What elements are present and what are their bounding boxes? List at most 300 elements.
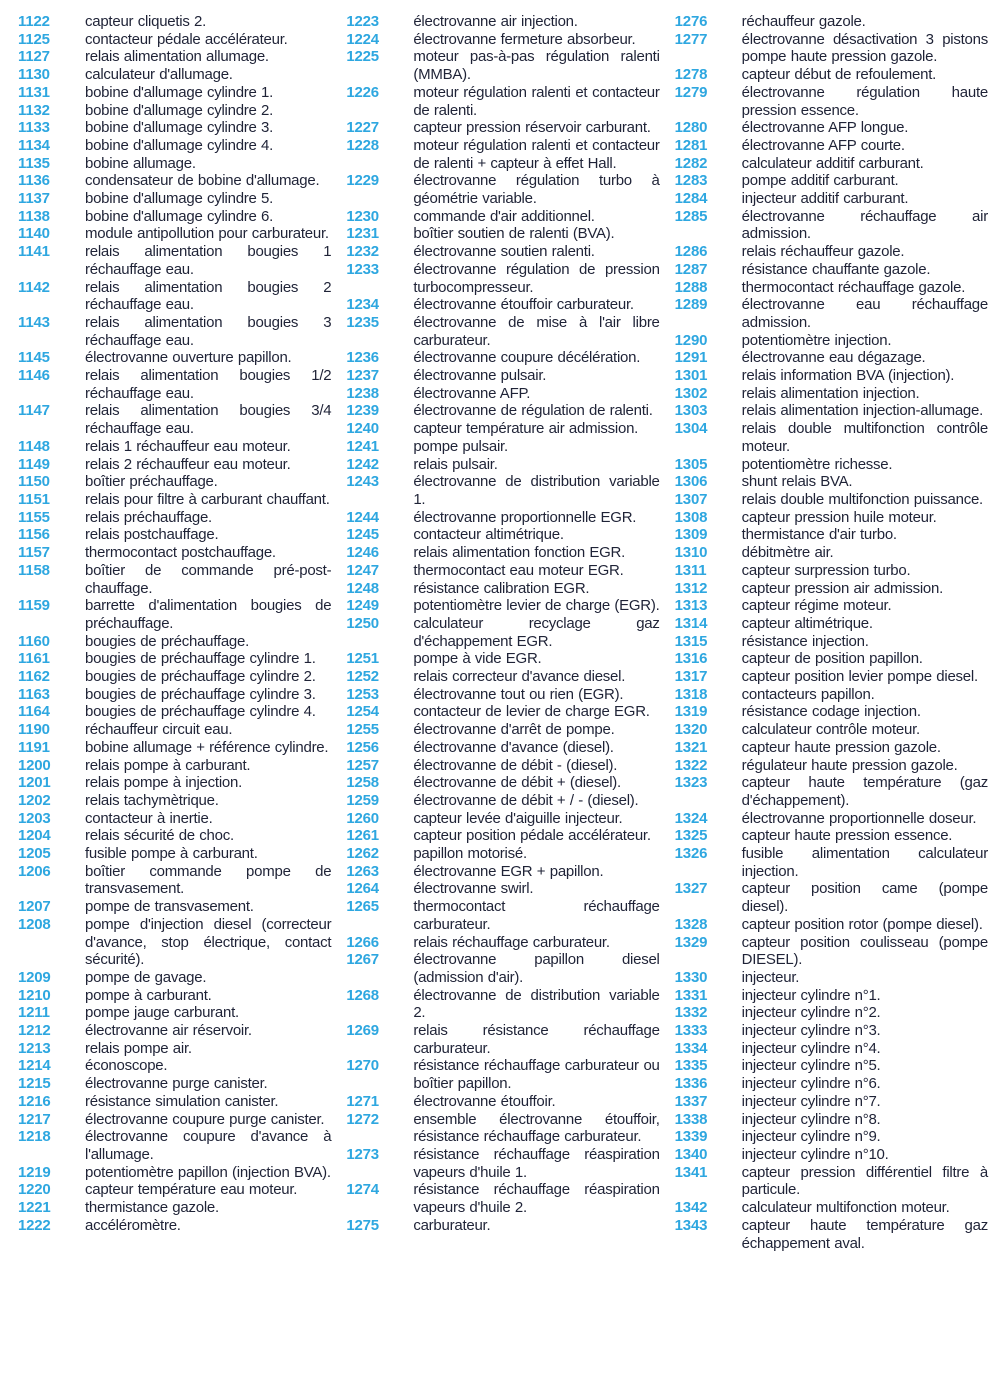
list-item [18, 703, 331, 721]
item-code: 1328 [674, 915, 708, 933]
list-item [675, 1040, 988, 1058]
item-code: 1135 [18, 154, 50, 172]
list-item [675, 84, 988, 119]
list-item [18, 544, 331, 562]
item-description: barrette d'alimentation bougies de préchauffage. [85, 597, 332, 632]
item-description: électrovanne tout ou rien (EGR). [413, 685, 624, 703]
item-code: 1303 [674, 402, 708, 420]
list-item [18, 1128, 331, 1163]
list-item [18, 827, 331, 845]
item-description: résistance chauffante gazole. [741, 260, 931, 278]
list-item [346, 509, 659, 527]
item-description: électrovanne AFP. [413, 384, 531, 402]
item-code: 1222 [18, 1216, 51, 1234]
list-item [675, 686, 988, 704]
item-code: 1331 [674, 986, 708, 1004]
item-description: capteur position came (pompe diesel). [741, 880, 988, 916]
list-item [18, 509, 331, 527]
item-description: relais alimentation bougies 3/4 réchauffage eau. [85, 402, 332, 438]
item-code: 1339 [674, 1128, 708, 1146]
item-description: bobine allumage. [85, 154, 196, 172]
list-item [675, 137, 988, 155]
list-item [346, 438, 659, 456]
item-description: accéléromètre. [85, 1216, 181, 1234]
list-item [675, 1128, 988, 1146]
list-item [18, 633, 331, 651]
item-code: 1239 [346, 402, 379, 420]
item-description: injecteur cylindre n°6. [741, 1075, 881, 1093]
item-description: relais alimentation bougies 3 réchauffage eau. [85, 313, 332, 349]
item-code: 1223 [346, 13, 379, 30]
item-code: 1215 [18, 1075, 51, 1093]
list-item [675, 597, 988, 615]
item-code: 1281 [674, 136, 708, 154]
list-item [346, 367, 659, 385]
item-description: relais réchauffeur gazole. [741, 243, 905, 261]
list-item [18, 190, 331, 208]
item-description: potentiomètre papillon (injection BVA). [85, 1163, 331, 1181]
item-description: électrovanne régulation turbo à géométrie variable. [413, 172, 660, 208]
list-item [675, 13, 988, 31]
item-code: 1164 [18, 703, 50, 721]
item-code: 1337 [674, 1092, 708, 1110]
item-code: 1243 [346, 473, 379, 491]
item-description: calculateur recyclage gaz d'échappement EGR. [413, 614, 660, 650]
list-item [18, 987, 331, 1005]
list-item [18, 402, 331, 437]
item-code: 1156 [18, 526, 50, 544]
item-description: module antipollution pour carburateur. [85, 225, 329, 243]
item-code: 1280 [674, 119, 708, 137]
item-description: capteur début de refoulement. [741, 66, 937, 84]
item-description: relais postchauffage. [85, 526, 219, 544]
list-item [346, 1093, 659, 1111]
list-item [675, 332, 988, 350]
item-code: 1201 [18, 774, 51, 792]
list-item [675, 987, 988, 1005]
list-item [18, 66, 331, 84]
list-item [675, 456, 988, 474]
list-item [346, 13, 659, 31]
item-description: relais tachymètrique. [85, 791, 219, 809]
list-item [346, 721, 659, 739]
code-list-column-3 [675, 13, 988, 1252]
code-list-column-2 [346, 13, 659, 1252]
item-code: 1326 [674, 845, 708, 863]
list-item [346, 615, 659, 650]
item-description: relais pulsair. [413, 455, 498, 473]
item-description: capteur levée d'aiguille injecteur. [413, 809, 623, 827]
item-description: boîtier préchauffage. [85, 473, 218, 491]
list-item [18, 243, 331, 278]
item-code: 1163 [18, 685, 50, 703]
item-code: 1161 [18, 650, 50, 668]
item-description: pompe pulsair. [413, 437, 508, 455]
list-item [18, 349, 331, 367]
item-description: électrovanne purge canister. [85, 1075, 268, 1093]
item-description: capteur surpression turbo. [741, 561, 911, 579]
list-item [18, 314, 331, 349]
item-code: 1316 [674, 650, 708, 668]
item-description: thermocontact eau moteur EGR. [413, 561, 624, 579]
item-code: 1291 [674, 349, 708, 367]
item-description: électrovanne de mise à l'air libre carburateur. [413, 313, 660, 349]
list-item [18, 491, 331, 509]
item-description: résistance simulation canister. [85, 1092, 279, 1110]
list-item [346, 349, 659, 367]
list-item [18, 721, 331, 739]
item-code: 1232 [346, 243, 379, 261]
item-description: électrovanne désactivation 3 pistons pompe haute pression gazole. [741, 30, 988, 66]
item-description: relais réchauffage carburateur. [413, 933, 610, 951]
list-item [675, 633, 988, 651]
item-description: électrovanne AFP courte. [741, 136, 905, 154]
item-code: 1157 [18, 544, 50, 562]
item-code: 1275 [346, 1216, 379, 1234]
item-description: capteur position rotor (pompe diesel). [741, 915, 983, 933]
list-item [18, 650, 331, 668]
list-item [18, 810, 331, 828]
item-code: 1305 [674, 455, 708, 473]
item-code: 1265 [346, 898, 379, 916]
item-code: 1279 [674, 83, 708, 101]
list-item [675, 668, 988, 686]
list-item [346, 880, 659, 898]
list-item [346, 314, 659, 349]
list-item [18, 31, 331, 49]
item-description: relais alimentation fonction EGR. [413, 544, 626, 562]
item-description: boîtier commande pompe de transvasement. [85, 862, 332, 898]
item-code: 1285 [674, 207, 708, 225]
item-code: 1231 [346, 225, 379, 243]
list-item [18, 597, 331, 632]
list-item [18, 757, 331, 775]
item-code: 1204 [18, 827, 51, 845]
list-item [18, 1075, 331, 1093]
item-description: capteur haute pression gazole. [741, 738, 941, 756]
item-code: 1155 [18, 508, 50, 526]
item-code: 1255 [346, 721, 379, 739]
item-code: 1301 [674, 367, 708, 385]
list-item [346, 48, 659, 83]
list-item [346, 845, 659, 863]
item-code: 1266 [346, 933, 379, 951]
list-item [18, 1181, 331, 1199]
item-description: moteur pas-à-pas régulation ralenti (MMBA). [413, 48, 660, 84]
item-code: 1314 [674, 614, 708, 632]
item-description: électrovanne de distribution variable 1. [413, 473, 660, 508]
item-description: débitmètre air. [741, 544, 834, 562]
list-item [346, 137, 659, 172]
item-code: 1130 [18, 66, 50, 84]
list-item [346, 526, 659, 544]
item-code: 1308 [674, 508, 708, 526]
list-item [675, 1057, 988, 1075]
item-description: électrovanne swirl. [413, 880, 534, 898]
item-description: bobine d'allumage cylindre 5. [85, 190, 274, 208]
item-description: thermistance gazole. [85, 1199, 219, 1217]
item-description: injecteur additif carburant. [741, 190, 909, 208]
item-code: 1258 [346, 774, 379, 792]
list-item [675, 296, 988, 331]
item-code: 1310 [674, 544, 708, 562]
item-description: bougies de préchauffage cylindre 2. [85, 668, 316, 686]
item-code: 1131 [18, 83, 50, 101]
item-description: relais alimentation bougies 1/2 réchauffage eau. [85, 367, 332, 402]
list-item [675, 615, 988, 633]
list-item [346, 792, 659, 810]
list-item [18, 1004, 331, 1022]
item-description: relais 1 réchauffeur eau moteur. [85, 437, 291, 455]
item-code: 1263 [346, 862, 379, 880]
item-code: 1202 [18, 791, 51, 809]
item-code: 1214 [18, 1057, 51, 1075]
item-description: pompe à vide EGR. [413, 650, 542, 668]
list-item [18, 863, 331, 898]
item-description: relais préchauffage. [85, 508, 212, 526]
item-description: injecteur cylindre n°9. [741, 1128, 881, 1146]
item-description: capteur régime moteur. [741, 597, 892, 615]
item-code: 1289 [674, 296, 708, 314]
item-code: 1319 [674, 703, 708, 721]
item-code: 1252 [346, 668, 379, 686]
item-code: 1162 [18, 668, 50, 686]
item-code: 1273 [346, 1146, 379, 1163]
item-code: 1261 [346, 827, 379, 845]
item-code: 1249 [346, 597, 379, 615]
item-code: 1227 [346, 119, 379, 137]
item-description: relais alimentation injection. [741, 384, 920, 402]
item-code: 1200 [18, 756, 51, 774]
list-item [675, 473, 988, 491]
item-code: 1268 [346, 986, 379, 1004]
list-item [18, 526, 331, 544]
item-description: fusible alimentation calculateur injection. [741, 845, 988, 880]
list-item [675, 243, 988, 261]
item-code: 1251 [346, 650, 379, 668]
list-item [18, 84, 331, 102]
list-item [18, 1093, 331, 1111]
item-code: 1158 [18, 561, 50, 579]
list-item [346, 473, 659, 508]
list-item [675, 1199, 988, 1217]
list-item [675, 367, 988, 385]
item-description: condensateur de bobine d'allumage. [85, 172, 320, 190]
list-item [346, 686, 659, 704]
item-description: bobine d'allumage cylindre 1. [85, 83, 274, 101]
item-code: 1247 [346, 561, 379, 579]
item-description: électrovanne régulation haute pression essence. [741, 83, 988, 119]
item-code: 1122 [18, 13, 50, 30]
item-code: 1315 [674, 632, 708, 650]
item-code: 1304 [674, 420, 708, 438]
item-code: 1245 [346, 526, 379, 544]
item-description: bobine d'allumage cylindre 4. [85, 136, 274, 154]
item-description: papillon motorisé. [413, 845, 527, 863]
item-description: contacteur pédale accélérateur. [85, 30, 288, 48]
list-item [675, 491, 988, 509]
item-code: 1229 [346, 172, 379, 190]
item-description: moteur régulation ralenti et contacteur de ralenti + capteur à effet Hall. [413, 136, 660, 172]
item-code: 1225 [346, 48, 379, 66]
list-item [346, 934, 659, 952]
list-item [675, 827, 988, 845]
item-description: capteur haute température gaz échappement aval. [741, 1216, 988, 1252]
item-code: 1125 [18, 30, 50, 48]
item-code: 1206 [18, 862, 51, 880]
item-code: 1330 [674, 968, 708, 986]
item-code: 1134 [18, 136, 50, 154]
list-item [346, 898, 659, 933]
item-code: 1302 [674, 384, 708, 402]
list-item [18, 792, 331, 810]
item-description: capteur altimétrique. [741, 614, 873, 632]
list-item [346, 668, 659, 686]
item-code: 1190 [18, 721, 50, 739]
item-description: résistance réchauffage réaspiration vapeurs d'huile 2. [413, 1181, 660, 1217]
item-description: relais résistance réchauffage carburateur. [413, 1022, 660, 1057]
list-item [18, 969, 331, 987]
item-description: capteur température eau moteur. [85, 1181, 298, 1199]
list-item [675, 526, 988, 544]
list-item [346, 703, 659, 721]
list-item [346, 84, 659, 119]
list-item [346, 987, 659, 1022]
item-code: 1234 [346, 296, 379, 314]
item-code: 1211 [18, 1004, 50, 1022]
list-item [675, 1022, 988, 1040]
item-code: 1246 [346, 544, 379, 562]
item-description: capteur pression différentiel filtre à particule. [741, 1163, 988, 1199]
list-item [346, 420, 659, 438]
list-item [18, 686, 331, 704]
list-item [18, 279, 331, 314]
list-item [675, 562, 988, 580]
item-description: relais information BVA (injection). [741, 367, 955, 385]
item-description: réchauffeur circuit eau. [85, 721, 233, 739]
item-description: thermocontact réchauffage carburateur. [413, 898, 660, 933]
item-code: 1253 [346, 685, 379, 703]
item-description: potentiomètre injection. [741, 331, 892, 349]
list-item [346, 296, 659, 314]
item-code: 1136 [18, 172, 50, 190]
item-description: commande d'air additionnel. [413, 207, 595, 225]
item-description: pompe jauge carburant. [85, 1004, 239, 1022]
item-description: calculateur contrôle moteur. [741, 721, 920, 739]
item-code: 1218 [18, 1128, 51, 1146]
item-description: thermistance d'air turbo. [741, 526, 897, 544]
item-code: 1147 [18, 402, 50, 420]
item-description: bougies de préchauffage cylindre 4. [85, 703, 316, 721]
item-description: relais pour filtre à carburant chauffant. [85, 490, 330, 508]
list-item [675, 934, 988, 969]
item-description: capteur haute température (gaz d'échappement). [741, 774, 988, 809]
item-description: relais alimentation bougies 2 réchauffage eau. [85, 278, 332, 314]
list-item [18, 668, 331, 686]
list-item [18, 172, 331, 190]
list-item [675, 402, 988, 420]
list-item [675, 349, 988, 367]
item-description: capteur pression air admission. [741, 579, 944, 597]
list-item [18, 1057, 331, 1075]
item-code: 1276 [674, 13, 708, 30]
item-code: 1219 [18, 1163, 51, 1181]
list-item [675, 172, 988, 190]
item-description: bougies de préchauffage cylindre 3. [85, 685, 316, 703]
list-item [346, 810, 659, 828]
item-code: 1333 [674, 1022, 708, 1040]
item-description: électrovanne eau dégazage. [741, 349, 926, 367]
item-code: 1269 [346, 1022, 379, 1040]
item-code: 1230 [346, 207, 379, 225]
item-code: 1287 [674, 260, 708, 278]
item-description: relais pompe à carburant. [85, 756, 251, 774]
list-item [675, 544, 988, 562]
item-description: relais sécurité de choc. [85, 827, 234, 845]
list-item [18, 1217, 331, 1235]
item-code: 1311 [674, 561, 707, 579]
item-code: 1323 [674, 774, 708, 792]
list-item [346, 1217, 659, 1235]
item-description: éconoscope. [85, 1057, 168, 1075]
item-code: 1277 [674, 30, 708, 48]
code-list-column-1 [18, 13, 331, 1252]
item-description: contacteur de levier de charge EGR. [413, 703, 650, 721]
list-item [18, 562, 331, 597]
list-item [675, 1004, 988, 1022]
item-description: électrovanne coupure d'avance à l'allumage. [85, 1128, 332, 1163]
item-description: électrovanne soutien ralenti. [413, 243, 595, 261]
list-item [675, 650, 988, 668]
item-description: relais double multifonction puissance. [741, 490, 983, 508]
item-code: 1151 [18, 490, 50, 508]
item-description: potentiomètre richesse. [741, 455, 893, 473]
item-code: 1142 [18, 278, 50, 296]
item-description: électrovanne régulation de pression turbocompresseur. [413, 260, 660, 296]
list-item [346, 402, 659, 420]
list-item [675, 774, 988, 809]
list-item [18, 456, 331, 474]
item-code: 1335 [674, 1057, 708, 1075]
list-item [18, 774, 331, 792]
item-description: capteur pression réservoir carburant. [413, 119, 651, 137]
list-item [18, 1040, 331, 1058]
item-code: 1250 [346, 614, 379, 632]
item-code: 1320 [674, 721, 708, 739]
list-item [675, 1111, 988, 1129]
list-item [346, 261, 659, 296]
item-code: 1237 [346, 367, 379, 385]
list-item [675, 703, 988, 721]
item-code: 1221 [18, 1199, 51, 1217]
item-description: électrovanne d'arrêt de pompe. [413, 721, 615, 739]
item-description: électrovanne fermeture absorbeur. [413, 30, 636, 48]
list-item [18, 137, 331, 155]
list-item [346, 1057, 659, 1092]
item-code: 1235 [346, 313, 379, 331]
item-description: électrovanne de débit - (diesel). [413, 756, 618, 774]
item-description: électrovanne coupure purge canister. [85, 1110, 325, 1128]
item-description: pompe de transvasement. [85, 898, 254, 916]
list-item [346, 172, 659, 207]
item-description: pompe additif carburant. [741, 172, 899, 190]
item-description: électrovanne ouverture papillon. [85, 349, 292, 367]
item-code: 1317 [674, 668, 708, 686]
item-description: bougies de préchauffage cylindre 1. [85, 650, 316, 668]
item-code: 1159 [18, 597, 50, 615]
list-item [675, 880, 988, 915]
item-description: calculateur additif carburant. [741, 154, 924, 172]
